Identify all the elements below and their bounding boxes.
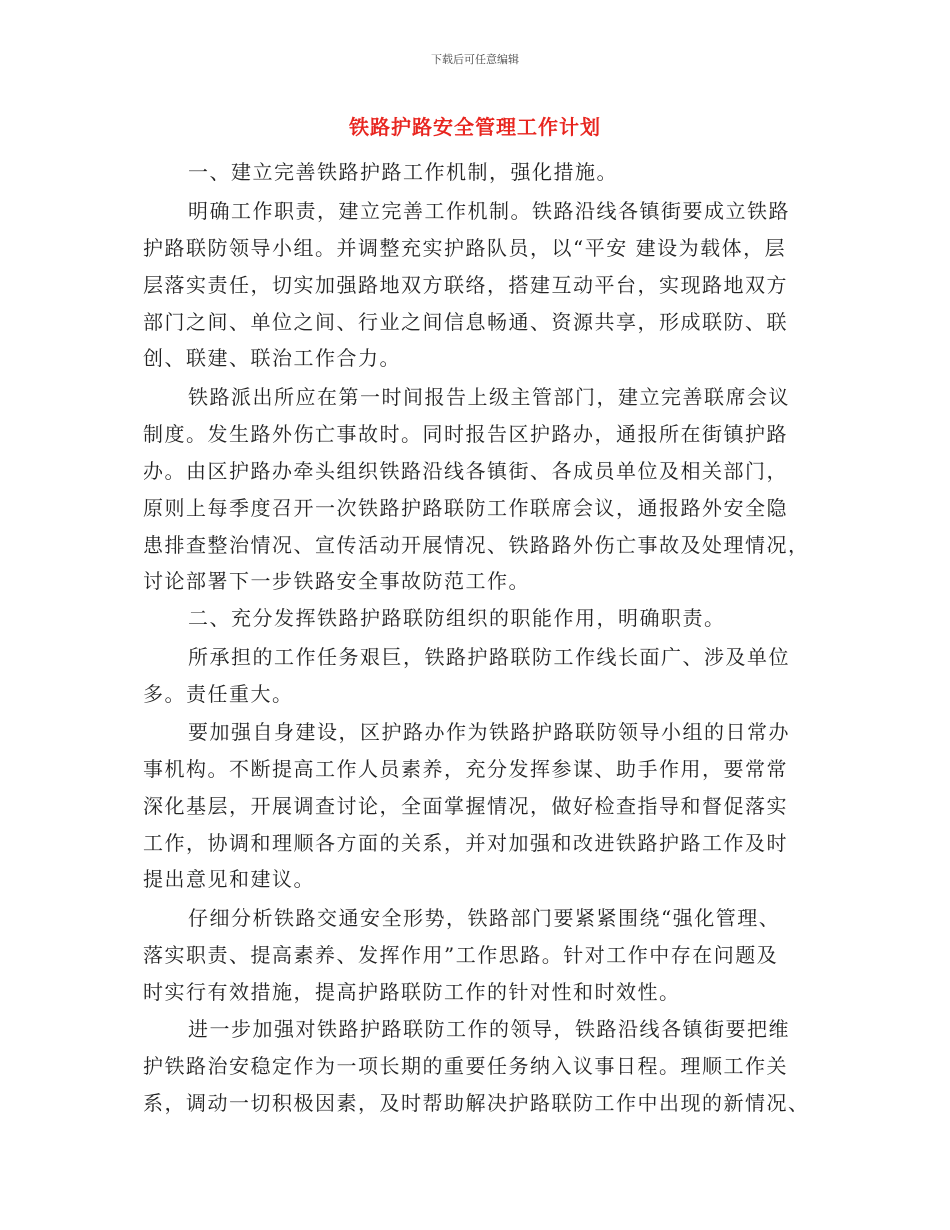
body-line: 落实职责、提高素养、发挥作用”工作思路。针对工作中存在问题及: [143, 943, 779, 967]
body-line: 部门之间、单位之间、行业之间信息畅通、资源共享，形成联防、联: [143, 310, 788, 334]
body-line: 讨论部署下一步铁路安全事故防范工作。: [143, 569, 530, 593]
body-line: 原则上每季度召开一次铁路护路联防工作联席会议，通报路外安全隐: [143, 496, 788, 520]
body-line: 创、联建、联治工作合力。: [143, 346, 401, 370]
body-line: 护路联防领导小组。并调整充实护路队员，以“平安 建设为载体，层: [143, 236, 787, 260]
body-line: 患排查整治情况、宣传活动开展情况、铁路路外伤亡事故及处理情况，: [143, 533, 810, 557]
body-line: 办。由区护路办牵头组织铁路沿线各镇街、各成员单位及相关部门，: [143, 459, 788, 483]
body-line: 深化基层，开展调查讨论，全面掌握情况，做好检查指导和督促落实: [143, 794, 788, 818]
body-line: 护铁路治安稳定作为一项长期的重要任务纳入议事日程。理顺工作关: [143, 1054, 788, 1078]
body-line: 系，调动一切积极因素，及时帮助解决护路联防工作中出现的新情况、: [143, 1091, 810, 1115]
body-line: 事机构。不断提高工作人员素养，充分发挥参谋、助手作用，要常常: [143, 757, 788, 781]
body-line: 多。责任重大。: [143, 682, 294, 706]
header-note: 下载后可任意编辑: [431, 53, 519, 66]
body-line: 二、充分发挥铁路护路联防组织的职能作用，明确职责。: [188, 606, 726, 630]
body-line: 进一步加强对铁路护路联防工作的领导，铁路沿线各镇街要把维: [188, 1017, 790, 1041]
body-line: 提出意见和建议。: [143, 867, 315, 891]
document-title: 铁路护路安全管理工作计划: [349, 115, 601, 139]
body-line: 时实行有效措施，提高护路联防工作的针对性和时效性。: [143, 980, 681, 1004]
body-line: 要加强自身建设，区护路办作为铁路护路联防领导小组的日常办: [188, 720, 790, 744]
body-line: 层落实责任，切实加强路地双方联络，搭建互动平台，实现路地双方: [143, 273, 788, 297]
body-line: 所承担的工作任务艰巨，铁路护路联防工作线长面广、涉及单位: [188, 645, 790, 669]
body-line: 制度。发生路外伤亡事故时。同时报告区护路办，通报所在街镇护路: [143, 422, 788, 446]
body-line: 明确工作职责，建立完善工作机制。铁路沿线各镇街要成立铁路: [188, 199, 790, 223]
body-line: 工作，协调和理顺各方面的关系，并对加强和改进铁路护路工作及时: [143, 831, 788, 855]
body-line: 铁路派出所应在第一时间报告上级主管部门，建立完善联席会议: [188, 385, 790, 409]
body-line: 一、建立完善铁路护路工作机制，强化措施。: [188, 160, 618, 184]
body-line: 仔细分析铁路交通安全形势，铁路部门要紧紧围绕“强化管理、: [188, 906, 781, 930]
